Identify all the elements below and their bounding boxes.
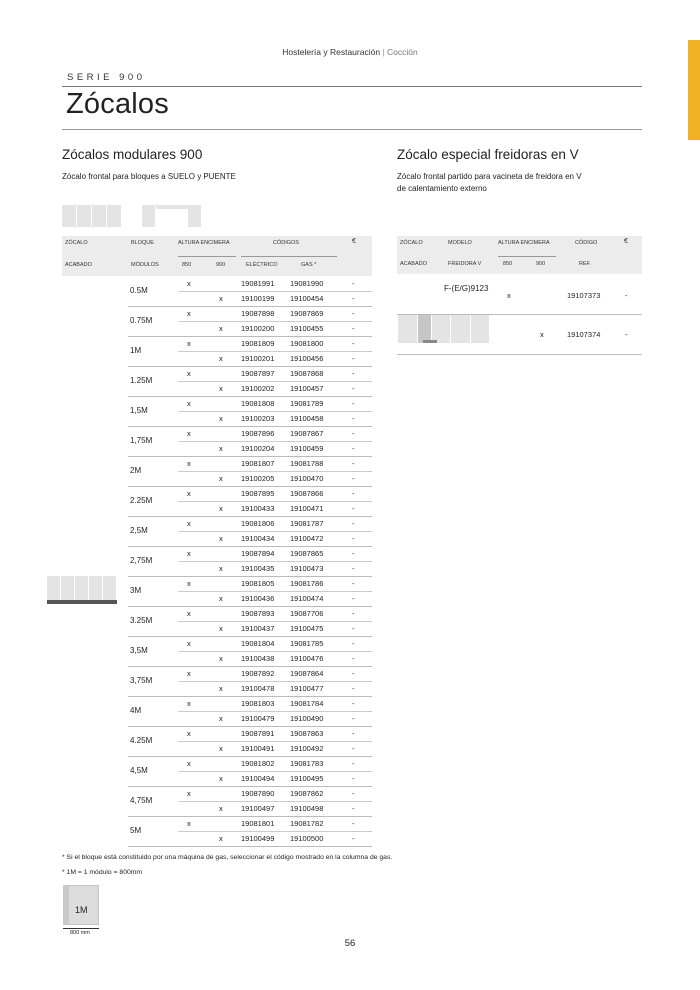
row-gas: 19100459	[290, 444, 324, 453]
row-price: -	[352, 519, 355, 528]
row-price: -	[352, 534, 355, 543]
row-price: -	[352, 504, 355, 513]
row-900: x	[219, 834, 223, 843]
row-modulo: 1,5M	[130, 406, 148, 415]
row-price: -	[352, 789, 355, 798]
rth-modelo: MODELO	[448, 240, 472, 246]
zocalo-partido-thumbnail	[398, 315, 490, 343]
row-modulo: 3.25M	[130, 616, 153, 625]
row-gas: 19100454	[290, 294, 324, 303]
row-gas: 19100477	[290, 684, 324, 693]
header-section: Hostelería y Restauración	[282, 47, 381, 57]
row-electrico: 19100204	[241, 444, 275, 453]
row-price: -	[352, 759, 355, 768]
right-description-line1: Zócalo frontal partido para vacineta de freidora en V	[397, 172, 582, 181]
row-900: x	[219, 714, 223, 723]
row-price: -	[352, 384, 355, 393]
table-row	[62, 486, 372, 505]
table-row	[62, 756, 372, 775]
row-price: -	[352, 324, 355, 333]
row-gas: 19100474	[290, 594, 324, 603]
table-row	[62, 606, 372, 625]
rth-850: 850	[503, 261, 513, 267]
th-gas: GAS *	[301, 262, 317, 268]
row-price: -	[352, 564, 355, 573]
left-section-title: Zócalos modulares 900	[62, 147, 203, 162]
row-electrico: 19100478	[241, 684, 275, 693]
row-900: x	[219, 324, 223, 333]
row-electrico: 19087894	[241, 549, 275, 558]
row-price: -	[352, 444, 355, 453]
row-price: -	[352, 804, 355, 813]
row-price: -	[352, 369, 355, 378]
row-gas: 19100455	[290, 324, 324, 333]
row-price: -	[352, 354, 355, 363]
row-900: x	[219, 564, 223, 573]
row-electrico: 19100200	[241, 324, 275, 333]
table-row	[62, 501, 372, 516]
row-gas: 19087865	[290, 549, 324, 558]
row-price: -	[352, 729, 355, 738]
row-modulo: 1.25M	[130, 376, 153, 385]
title-rule-top	[62, 86, 642, 87]
row-price: -	[352, 699, 355, 708]
row-price: -	[352, 714, 355, 723]
rth-codigo: CÓDIGO	[575, 240, 598, 246]
row-gas: 19100490	[290, 714, 324, 723]
row-850: x	[187, 339, 191, 348]
row-price: -	[352, 624, 355, 633]
row-price: -	[352, 834, 355, 843]
row-electrico: 19100491	[241, 744, 275, 753]
row-850: x	[187, 789, 191, 798]
row-electrico: 19100438	[241, 654, 275, 663]
left-section-description: Zócalo frontal para bloques a SUELO y PUENTE	[62, 172, 236, 181]
row-850: x	[187, 549, 191, 558]
row-gas: 19100456	[290, 354, 324, 363]
right-table-header	[397, 236, 642, 274]
row-gas: 19100475	[290, 624, 324, 633]
th-altura: ALTURA ENCIMERA	[178, 240, 230, 246]
row-modulo: 4.25M	[130, 736, 153, 745]
row-price: -	[352, 609, 355, 618]
row-850: x	[187, 459, 191, 468]
table-row	[62, 531, 372, 546]
row-850: x	[187, 759, 191, 768]
row-850: x	[187, 729, 191, 738]
th-zocalo: ZÓCALO	[65, 240, 88, 246]
row-gas: 19100472	[290, 534, 324, 543]
row-gas: 19081787	[290, 519, 324, 528]
row-900: x	[219, 504, 223, 513]
row-price: -	[352, 669, 355, 678]
row-900: x	[219, 294, 223, 303]
row-modulo: 0.5M	[130, 286, 148, 295]
table-row	[62, 681, 372, 696]
right-section-title: Zócalo especial freidoras en V	[397, 147, 579, 162]
table-row	[62, 831, 372, 846]
row-900: x	[219, 624, 223, 633]
freidora-model: F-(E/G)9123	[444, 284, 489, 293]
rth-acabado: ACABADO	[400, 261, 427, 267]
row-gas: 19087868	[290, 369, 324, 378]
row-price: -	[352, 819, 355, 828]
row-electrico: 19100433	[241, 504, 275, 513]
row-price: -	[352, 279, 355, 288]
row-900: x	[219, 534, 223, 543]
row-gas: 19081782	[290, 819, 324, 828]
row-900: x	[219, 804, 223, 813]
row-price: -	[352, 774, 355, 783]
row-850: x	[187, 369, 191, 378]
row-gas: 19100492	[290, 744, 324, 753]
row-electrico: 19087895	[241, 489, 275, 498]
zocalo-thumbnail-puente	[142, 205, 202, 227]
right-section-description	[397, 171, 582, 194]
row-850: x	[187, 519, 191, 528]
row-gas: 19081783	[290, 759, 324, 768]
table-row	[62, 366, 372, 385]
row-modulo: 2.25M	[130, 496, 153, 505]
row-modulo: 1,75M	[130, 436, 153, 445]
row-900: x	[219, 384, 223, 393]
row-gas: 19087867	[290, 429, 324, 438]
row-price: -	[352, 309, 355, 318]
row-gas: 19100473	[290, 564, 324, 573]
row-850: x	[187, 489, 191, 498]
table-row	[62, 276, 372, 295]
row-price: -	[352, 684, 355, 693]
module-icon-label: 1M	[75, 905, 88, 915]
table-row	[62, 456, 372, 475]
table-row	[62, 816, 372, 835]
page-number: 56	[344, 938, 356, 949]
row-electrico: 19100479	[241, 714, 275, 723]
row-price: -	[352, 474, 355, 483]
row-electrico: 19087892	[241, 669, 275, 678]
rth-900: 900	[536, 261, 546, 267]
row-gas: 19100457	[290, 384, 324, 393]
table-row	[62, 351, 372, 366]
row-price: -	[352, 489, 355, 498]
row-850: x	[187, 639, 191, 648]
row-electrico: 19081807	[241, 459, 275, 468]
serie-label: SERIE 900	[67, 72, 146, 83]
row-modulo: 3,5M	[130, 646, 148, 655]
footnote-module: * 1M = 1 módulo = 800mm	[62, 869, 143, 876]
row-electrico: 19100205	[241, 474, 275, 483]
page-title: Zócalos	[66, 88, 169, 120]
th-codigos: CÓDIGOS	[273, 240, 299, 246]
row-electrico: 19100494	[241, 774, 275, 783]
th-electrico: ELÉCTRICO	[246, 262, 278, 268]
title-rule-bottom	[62, 129, 642, 130]
row-gas: 19087863	[290, 729, 324, 738]
row-gas: 19081800	[290, 339, 324, 348]
table-row	[62, 291, 372, 306]
row-modulo: 4M	[130, 706, 142, 715]
row-electrico: 19081804	[241, 639, 275, 648]
table-row	[62, 381, 372, 396]
row-gas: 19100471	[290, 504, 324, 513]
module-icon-dimension: 800 mm	[70, 930, 90, 936]
row-electrico: 19100437	[241, 624, 275, 633]
right-row2-900: x	[540, 330, 544, 339]
th-modulos: MÓDULOS	[131, 262, 159, 268]
row-electrico: 19087896	[241, 429, 275, 438]
row-electrico: 19100201	[241, 354, 275, 363]
row-electrico: 19087898	[241, 309, 275, 318]
th-acabado: ACABADO	[65, 262, 92, 268]
right-row1-850: x	[507, 291, 511, 300]
row-price: -	[352, 459, 355, 468]
table-row	[62, 396, 372, 415]
row-electrico: 19081991	[241, 279, 275, 288]
row-900: x	[219, 774, 223, 783]
row-electrico: 19081805	[241, 579, 275, 588]
rth-altura: ALTURA ENCIMERA	[498, 240, 550, 246]
table-row	[62, 771, 372, 786]
table-row	[62, 516, 372, 535]
row-electrico: 19081806	[241, 519, 275, 528]
table-row	[62, 651, 372, 666]
zocalo-thumbnail-suelo	[62, 205, 122, 227]
row-price: -	[352, 549, 355, 558]
row-900: x	[219, 474, 223, 483]
row-price: -	[352, 654, 355, 663]
table-row	[62, 546, 372, 565]
row-electrico: 19081809	[241, 339, 275, 348]
row-gas: 19081990	[290, 279, 324, 288]
row-electrico: 19100199	[241, 294, 275, 303]
row-gas: 19087706	[290, 609, 324, 618]
row-850: x	[187, 309, 191, 318]
row-gas: 19087862	[290, 789, 324, 798]
row-gas: 19081788	[290, 459, 324, 468]
row-850: x	[187, 399, 191, 408]
table-row	[62, 801, 372, 816]
row-electrico: 19081802	[241, 759, 275, 768]
row-900: x	[219, 414, 223, 423]
th-bloque: BLOQUE	[131, 240, 154, 246]
table-row	[62, 666, 372, 685]
row-900: x	[219, 354, 223, 363]
row-modulo: 2M	[130, 466, 142, 475]
row-electrico: 19100436	[241, 594, 275, 603]
right-row2-price: -	[625, 330, 628, 339]
table-row	[62, 336, 372, 355]
row-electrico: 19100202	[241, 384, 275, 393]
row-modulo: 4,75M	[130, 796, 153, 805]
row-price: -	[352, 639, 355, 648]
row-price: -	[352, 399, 355, 408]
right-row2-ref: 19107374	[567, 330, 601, 339]
row-850: x	[187, 279, 191, 288]
row-850: x	[187, 669, 191, 678]
row-electrico: 19100434	[241, 534, 275, 543]
row-900: x	[219, 744, 223, 753]
row-850: x	[187, 699, 191, 708]
table-row	[62, 441, 372, 456]
row-850: x	[187, 819, 191, 828]
header-separator: |	[382, 47, 385, 57]
right-description-line2: de calentamiento externo	[397, 183, 487, 193]
rth-zocalo: ZÓCALO	[400, 240, 423, 246]
row-gas: 19100500	[290, 834, 324, 843]
row-modulo: 5M	[130, 826, 142, 835]
table-row	[62, 471, 372, 486]
module-size-icon	[60, 885, 102, 935]
table-row	[62, 321, 372, 336]
row-price: -	[352, 294, 355, 303]
row-price: -	[352, 339, 355, 348]
th-850: 850	[182, 262, 192, 268]
row-price: -	[352, 594, 355, 603]
row-gas: 19100498	[290, 804, 324, 813]
row-electrico: 19100203	[241, 414, 275, 423]
table-row	[62, 726, 372, 745]
table-row	[62, 561, 372, 576]
row-modulo: 3M	[130, 586, 142, 595]
row-850: x	[187, 429, 191, 438]
table-row	[62, 786, 372, 805]
row-electrico: 19100497	[241, 804, 275, 813]
row-gas: 19087869	[290, 309, 324, 318]
th-900: 900	[216, 262, 226, 268]
right-row1-ref: 19107373	[567, 291, 601, 300]
row-gas: 19100458	[290, 414, 324, 423]
page-header	[0, 47, 700, 57]
table-row	[62, 696, 372, 715]
row-price: -	[352, 429, 355, 438]
row-electrico: 19087890	[241, 789, 275, 798]
table-row	[62, 426, 372, 445]
row-price: -	[352, 579, 355, 588]
row-price: -	[352, 414, 355, 423]
row-electrico: 19081801	[241, 819, 275, 828]
row-900: x	[219, 654, 223, 663]
row-900: x	[219, 444, 223, 453]
right-row1-price: -	[625, 291, 628, 300]
row-850: x	[187, 579, 191, 588]
row-modulo: 4,5M	[130, 766, 148, 775]
row-900: x	[219, 684, 223, 693]
footnote-gas: * Si el bloque está constituido por una máquina de gas, seleccionar el código mostrado en la columna de gas.	[62, 854, 393, 861]
table-row	[62, 621, 372, 636]
header-subsection: Cocción	[387, 47, 418, 57]
row-gas: 19100470	[290, 474, 324, 483]
table-row	[62, 741, 372, 756]
row-gas: 19087866	[290, 489, 324, 498]
rth-ref: REF.	[579, 261, 591, 267]
row-gas: 19081789	[290, 399, 324, 408]
row-850: x	[187, 609, 191, 618]
row-gas: 19100476	[290, 654, 324, 663]
zocalo-3m-thumbnail	[47, 576, 117, 604]
left-table-header	[62, 236, 372, 276]
table-row	[62, 306, 372, 325]
row-electrico: 19081808	[241, 399, 275, 408]
row-gas: 19081786	[290, 579, 324, 588]
row-electrico: 19087891	[241, 729, 275, 738]
row-900: x	[219, 594, 223, 603]
th-currency: €	[352, 238, 356, 245]
row-modulo: 2,75M	[130, 556, 153, 565]
row-modulo: 1M	[130, 346, 142, 355]
row-price: -	[352, 744, 355, 753]
row-modulo: 3,75M	[130, 676, 153, 685]
row-modulo: 0.75M	[130, 316, 153, 325]
row-electrico: 19100499	[241, 834, 275, 843]
row-electrico: 19081803	[241, 699, 275, 708]
row-gas: 19081784	[290, 699, 324, 708]
table-row	[62, 636, 372, 655]
rth-freidora: FREIDORA V	[448, 261, 482, 267]
row-gas: 19100495	[290, 774, 324, 783]
row-electrico: 19100435	[241, 564, 275, 573]
row-electrico: 19087893	[241, 609, 275, 618]
row-electrico: 19087897	[241, 369, 275, 378]
rth-currency: €	[624, 238, 628, 245]
row-gas: 19081785	[290, 639, 324, 648]
table-row	[62, 411, 372, 426]
row-gas: 19087864	[290, 669, 324, 678]
table-row	[62, 711, 372, 726]
row-modulo: 2,5M	[130, 526, 148, 535]
